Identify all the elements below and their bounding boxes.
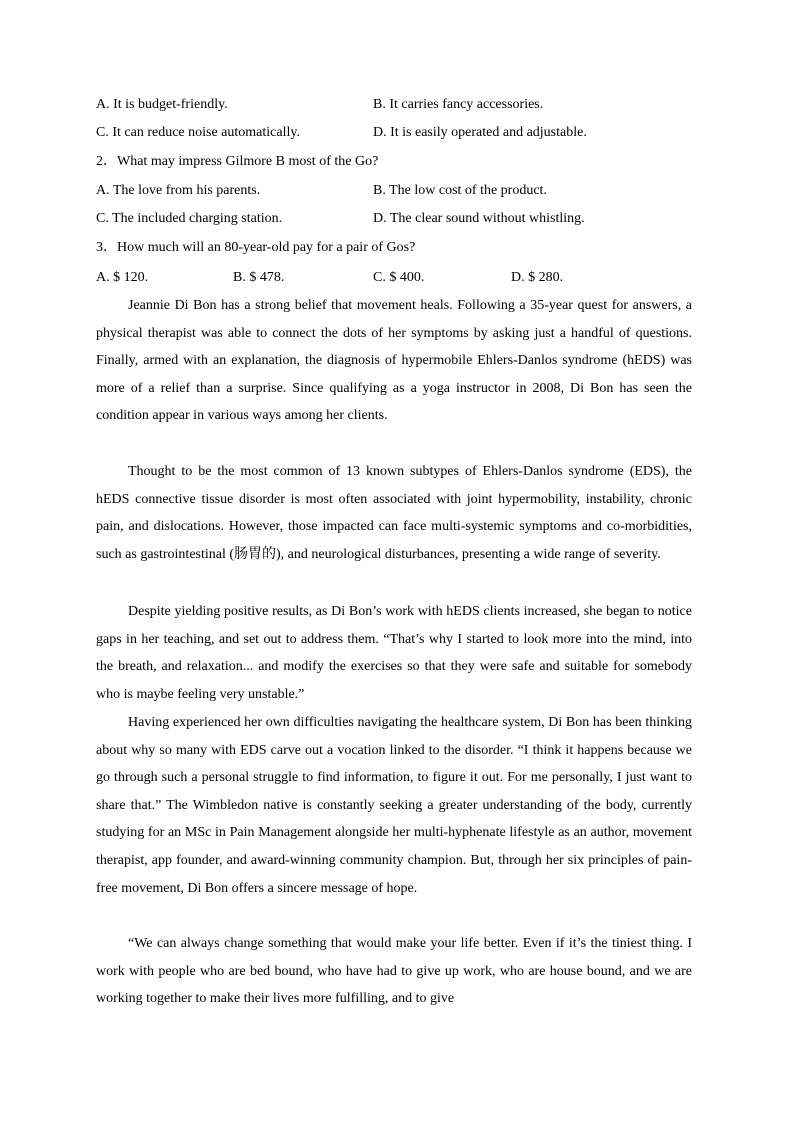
passage-paragraph-1: Jeannie Di Bon has a strong belief that movement heals. Following a 35-year quest for answers, a physical therapist was able to connect the dots of her symptoms by asking just a handful of questions. Finally, armed with an explanation, the diagnosis of hypermobile Ehlers-Danlos syndrome (hEDS) was more of a relief than a surprise. Since qualifying as a yoga instructor in 2008, Di Bon has seen the condition appear in various ways among her clients. xyxy=(96,298,692,424)
passage-paragraph-2: Thought to be the most common of 13 known subtypes of Ehlers-Danlos syndrome (EDS), the hEDS connective tissue disorder is most often associated with joint hypermobility, instability, chronic pain, and dislocations. However, those impacted can face multi-systemic symptoms and co-morbidities, such as gastrointestinal (肠胃的), and neurological disturbances, presenting a wide range of severity. xyxy=(96,464,692,562)
q3-option-d: D. $ 280. xyxy=(511,270,564,285)
q3-option-c: C. $ 400. xyxy=(373,270,425,285)
q1-option-c: C. It can reduce noise automatically. xyxy=(96,125,300,140)
q1-option-a: A. It is budget-friendly. xyxy=(96,97,228,112)
q2-option-d: D. The clear sound without whistling. xyxy=(373,211,585,226)
q2-stem: 2．What may impress Gilmore B most of the Go? xyxy=(96,154,379,169)
q2-option-c: C. The included charging station. xyxy=(96,211,283,226)
q3-stem: 3．How much will an 80-year-old pay for a pair of Gos? xyxy=(96,240,416,255)
q3-option-b: B. $ 478. xyxy=(233,270,285,285)
q1-option-d: D. It is easily operated and adjustable. xyxy=(373,125,587,140)
passage-paragraph-3: Despite yielding positive results, as Di Bon’s work with hEDS clients increased, she began to notice gaps in her teaching, and set out to address them. “That’s why I started to look more into the mind, into the breath, and relaxation... and modify the exercises so that they were safe and suitable for somebody who is maybe feeling very unstable.” xyxy=(96,604,692,702)
passage-paragraph-4: Having experienced her own difficulties navigating the healthcare system, Di Bon has been thinking about why so many with EDS carve out a vocation linked to the disorder. “I think it happens because we go through such a personal struggle to find information, to figure it out. For me personally, I just want to share that.” The Wimbledon native is constantly seeking a greater understanding of the body, currently studying for an MSc in Pain Management alongside her multi-hyphenate lifestyle as an author, movement therapist, app founder, and award-winning community champion. But, through her six principles of pain-free movement, Di Bon offers a sincere message of hope. xyxy=(96,715,692,896)
q3-option-a: A. $ 120. xyxy=(96,270,149,285)
q1-option-b: B. It carries fancy accessories. xyxy=(373,97,544,112)
passage-paragraph-5: “We can always change something that would make your life better. Even if it’s the tiniest thing. I work with people who are bed bound, who have had to give up work, who are house bound, and we are working together to make their lives more fulfilling, and to give xyxy=(96,936,692,1007)
q2-option-a: A. The love from his parents. xyxy=(96,183,261,198)
q2-option-b: B. The low cost of the product. xyxy=(373,183,547,198)
